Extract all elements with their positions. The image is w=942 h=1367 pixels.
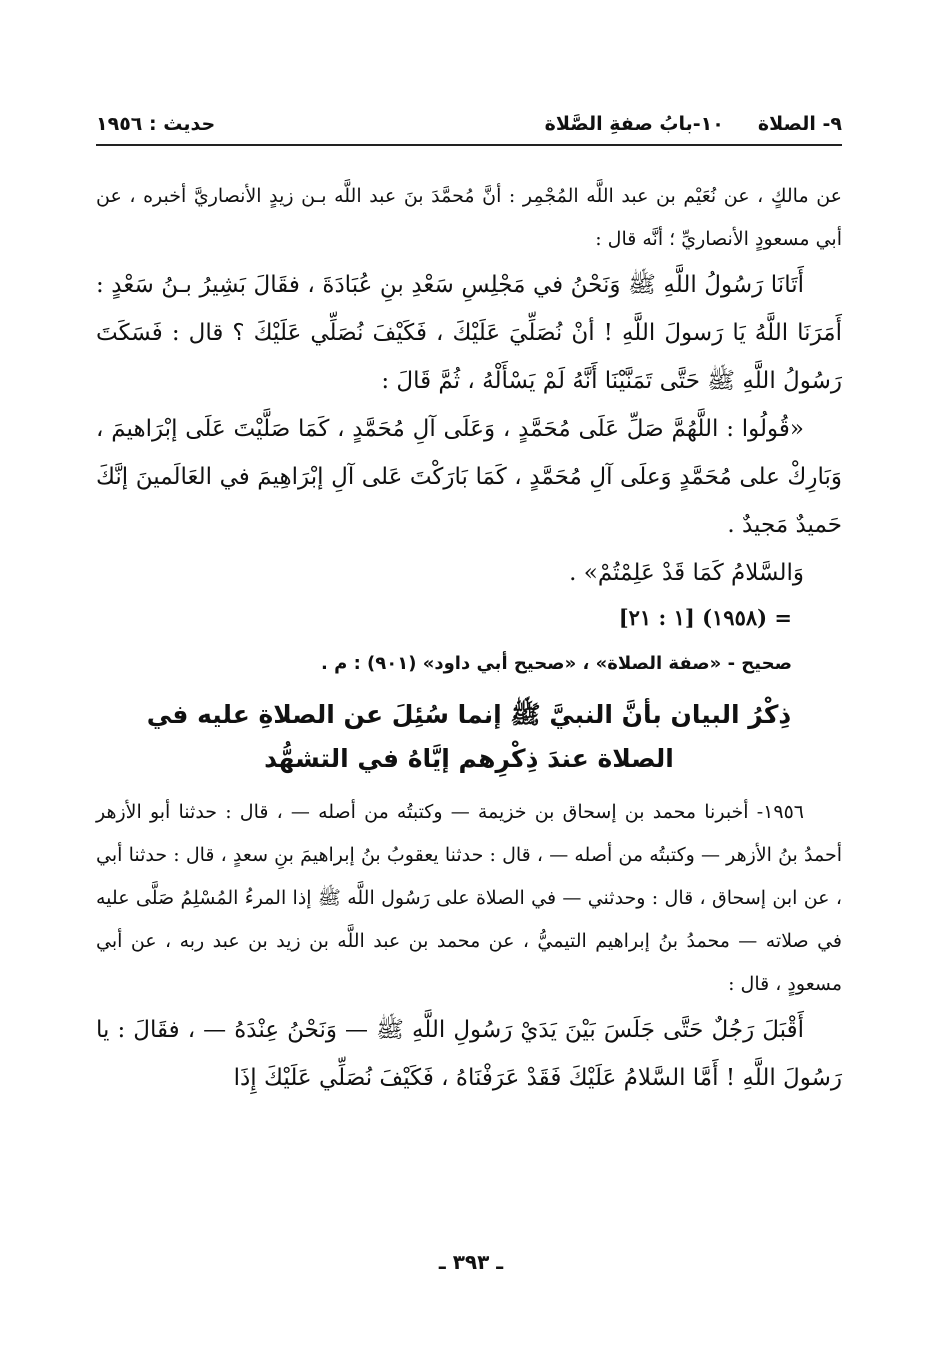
running-header [96,104,842,146]
heading-line: الصلاة عندَ ذِكْرِهم إيَّاهُ في التشهُّد [264,744,674,773]
isnad-paragraph: عن مالكٍ ، عن نُعَيْم بن عبد اللَّه المُجْمِر : أنَّ مُحمَّدَ بنَ عبد اللَّه بـن زيدٍ الأنصاريَّ أخبره ، عن أبي مسعودٍ الأنصاريِّ ؛ أنَّه قال : [96,185,842,250]
matn-paragraph: وَالسَّلامُ كَمَا قَدْ عَلِمْتُمْ» . [569,560,804,586]
page-number: ـ ٣٩٣ ـ [438,1250,504,1274]
section-title: ١٠-بابُ صفةِ الصَّلاة [544,113,724,135]
matn-paragraph: «قُولُوا : اللَّهُمَّ صَلِّ عَلَى مُحَمَّدٍ ، وَعَلَى آلِ مُحَمَّدٍ ، كَمَا صَلَّيْتَ عَلَى إبْرَاهيمَ ، وَبَارِكْ على مُحَمَّدٍ وَعلَى آلِ مُحَمَّدٍ ، كَمَا بَارَكْتَ عَلى آلِ إبْرَاهِيمَ في العَالَمينَ إنَّكَ حَميدٌ مَجيدٌ . [96,416,842,538]
chapter-title: ٩- الصلاة [757,113,842,135]
heading-line: ذِكْرُ البيان بأنَّ النبيَّ ﷺ إنما سُئِلَ عن الصلاةِ عليه في [146,700,792,729]
cross-reference: = (١٩٥٨) [١ : ٢١] [618,605,792,630]
matn-paragraph: أَقْبَلَ رَجُلٌ حَتَّى جَلَسَ بَيْنَ يَدَيْ رَسُولِ اللَّهِ ﷺ — وَنَحْنُ عِنْدَهُ — ، فقَالَ : يا رَسُولَ اللَّهِ ! أَمَّا السَّلامُ عَلَيْكَ فَقَدْ عَرَفْنَاهُ ، فَكَيْفَ نُصَلِّي عَلَيْكَ إِذَا [96,1017,842,1091]
isnad-paragraph: ١٩٥٦- أخبرنا محمد بن إسحاق بن خزيمة — وكتبتُه من أصله — ، قال : حدثنا أبو الأزهر أحمدُ بنُ الأزهر — وكتبتُه من أصله — ، قال : حدثنا يعقوبُ بنُ إبراهيمَ بنِ سعدٍ ، قال : حدثنا أبي ، عن ابن إسحاق ، قال : وحدثني — في الصلاة على رَسُول اللَّه ﷺ إذا المرءُ المُسْلِمُ صَلَّى عليه في صلاته — محمدُ بنُ إبراهيم التيميُّ ، عن محمد بن عبد اللَّه بن زيد بن عبد ربه ، عن أبي مسعودٍ ، قال : [96,801,842,995]
chapter-heading [96,693,842,781]
hadith-reference: حديث : ١٩٥٦ [96,113,216,135]
hadith-grade: صحيح - «صفة الصلاة» ، «صحيح أبي داود» (٩٠١) : م . [321,653,792,674]
page-body [96,175,842,1102]
matn-paragraph: أَتَانَا رَسُولُ اللَّهِ ﷺ وَنَحْنُ في مَجْلِسِ سَعْدِ بنِ عُبَادَةَ ، فقَالَ بَشِيرُ بـنُ سَعْدٍ : أَمَرَنَا اللَّهُ يَا رَسولَ اللَّهِ ! أنْ نُصَلِّيَ عَلَيْكَ ، فَكَيْفَ نُصَلِّي عَلَيْكَ ؟ قال : فَسَكَتَ رَسُولُ اللَّهِ ﷺ حَتَّى تَمَنَّيْنَا أَنَّهُ لَمْ يَسْأَلْهُ ، ثُمَّ قَالَ : [96,272,842,394]
header-right [545,113,842,135]
